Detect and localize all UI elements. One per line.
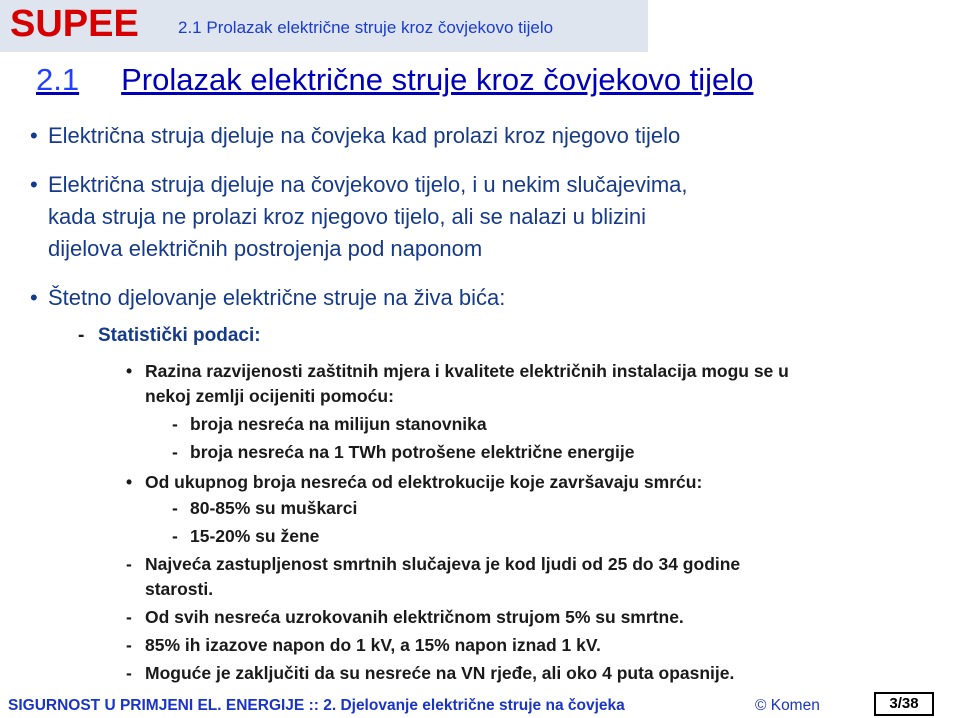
stats-item-1-sub-1: broja nesreća na milijun stanovnika [190,414,487,434]
stats-item-1-line-2: nekoj zemlji ocijeniti pomoću: [145,386,394,406]
bullet-icon: • [126,361,133,381]
stats-item-2-sub-1: 80-85% su muškarci [190,498,358,518]
page-number: 3/38 [874,692,934,716]
footer-copyright: © Komen [755,697,820,714]
dash-marker: - [126,635,132,655]
bullet-3: Štetno djelovanje električne struje na živa bića: [48,285,506,310]
stats-item-2: Od ukupnog broja nesreća od elektrokucije koje završavaju smrću: [145,472,703,492]
stats-item-1-line-1: Razina razvijenosti zaštitnih mjera i kvalitete električnih instalacija mogu se u [145,361,789,381]
bullet-2-line-2: kada struja ne prolazi kroz njegovo tijelo, ali se nalazi u blizini [48,204,646,229]
stats-item-2-sub-2: 15-20% su žene [190,526,320,546]
dash-marker: - [78,325,85,346]
bullet-icon: • [30,285,38,310]
dash-item-2: Od svih nesreća uzrokovanih električnom strujom 5% su smrtne. [145,607,684,627]
dash-item-4: Moguće je zaključiti da su nesreće na VN rjeđe, ali oko 4 puta opasnije. [145,663,735,683]
title-text: Prolazak električne struje kroz čovjekovo tijelo [121,62,754,97]
dash-marker: - [172,442,178,462]
bullet-2-line-3: dijelova električnih postrojenja pod naponom [48,236,483,261]
bullet-icon: • [30,172,38,197]
header-subtitle: 2.1 Prolazak električne struje kroz čovjekovo tijelo [178,18,554,37]
dash-marker: - [172,526,178,546]
title-number: 2.1 [36,62,80,97]
footer-course-title: SIGURNOST U PRIMJENI EL. ENERGIJE :: 2. Djelovanje električne struje na čovjeka [8,697,625,714]
dash-item-1-line-2: starosti. [145,579,214,599]
page-title [36,62,753,98]
stats-heading: Statistički podaci: [98,325,261,346]
bullet-2-line-1: Električna struja djeluje na čovjekovo tijelo, i u nekim slučajevima, [48,172,688,197]
bullet-icon: • [30,123,38,148]
dash-marker: - [126,663,132,683]
supee-logo: SUPEE [10,3,139,45]
bullet-icon: • [126,472,133,492]
bullet-1: Električna struja djeluje na čovjeka kad prolazi kroz njegovo tijelo [48,123,681,148]
dash-item-3: 85% ih izazove napon do 1 kV, a 15% napon iznad 1 kV. [145,635,601,655]
dash-marker: - [172,414,178,434]
dash-item-1-line-1: Najveća zastupljenost smrtnih slučajeva je kod ljudi od 25 do 34 godine [145,554,741,574]
dash-marker: - [126,607,132,627]
dash-marker: - [172,498,178,518]
stats-item-1-sub-2: broja nesreća na 1 TWh potrošene električne energije [190,442,635,462]
dash-marker: - [126,554,132,574]
